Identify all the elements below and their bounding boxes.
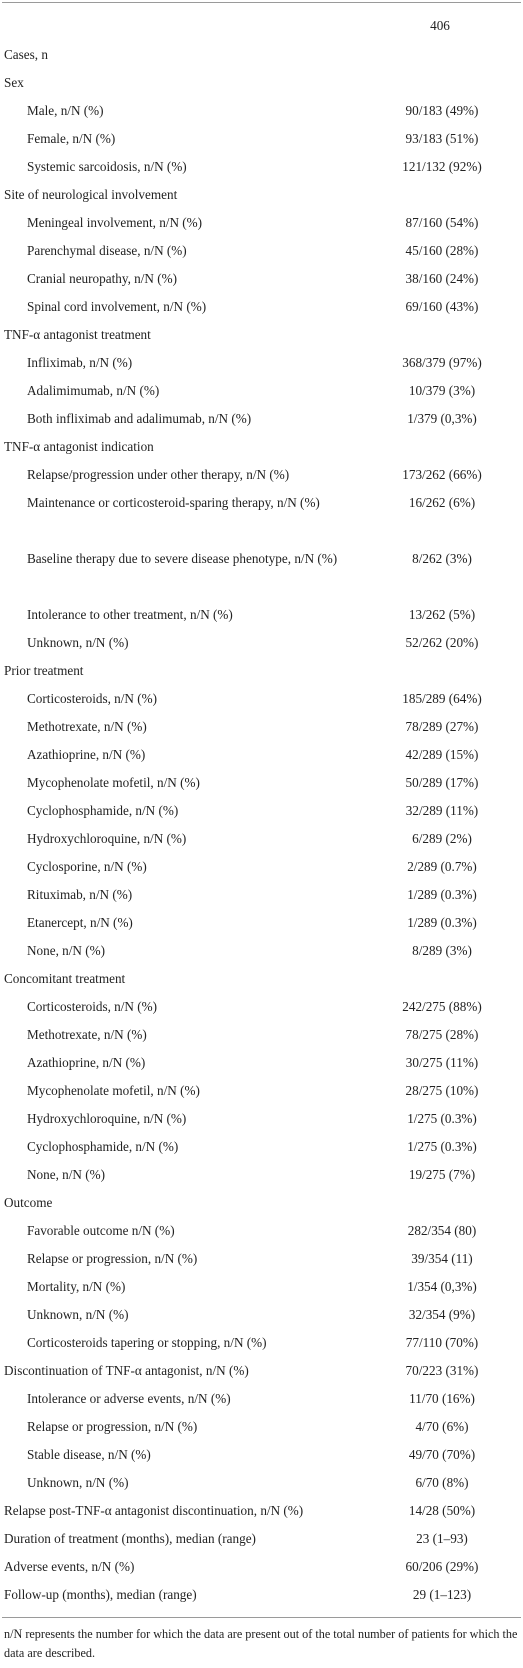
row-value: 1/289 (0.3%) [407, 887, 477, 902]
row-label: Cyclophosphamide, n/N (%) [27, 1139, 179, 1154]
row-label: Intolerance or adverse events, n/N (%) [27, 1391, 231, 1406]
row-value: 49/70 (70%) [408, 1447, 476, 1462]
table-row [2, 293, 521, 321]
row-value: 93/183 (51%) [405, 131, 479, 146]
table-row [2, 1105, 521, 1133]
row-value: 42/289 (15%) [405, 747, 479, 762]
row-value: 23 (1–93) [416, 1531, 468, 1546]
table-row [2, 181, 521, 209]
row-value: 6/70 (8%) [415, 1475, 469, 1490]
row-value: 1/379 (0,3%) [407, 411, 477, 426]
table-row [2, 1245, 521, 1273]
table-row [2, 209, 521, 237]
row-value: 242/275 (88%) [402, 999, 482, 1014]
row-value: 38/160 (24%) [405, 271, 479, 286]
row-value: 2/289 (0.7%) [407, 859, 477, 874]
row-label: Duration of treatment (months), median (range) [4, 1531, 256, 1546]
row-value: 368/379 (97%) [402, 355, 482, 370]
table-row [2, 825, 521, 853]
row-label: Site of neurological involvement [4, 187, 178, 202]
table-row [2, 713, 521, 741]
table-row [2, 1049, 521, 1077]
row-label: Cyclosporine, n/N (%) [27, 859, 147, 874]
row-value: 6/289 (2%) [412, 831, 472, 846]
table-row [2, 629, 521, 657]
row-label: Corticosteroids, n/N (%) [27, 999, 158, 1014]
table-row [2, 1385, 521, 1413]
row-label: Rituximab, n/N (%) [27, 887, 133, 902]
table-row [2, 1217, 521, 1245]
row-value: 77/110 (70%) [405, 1335, 479, 1350]
row-label: Unknown, n/N (%) [27, 1307, 129, 1322]
table-row [2, 433, 521, 461]
table-row [2, 405, 521, 433]
row-value: 8/262 (3%) [412, 551, 472, 566]
row-label: Sex [4, 75, 24, 90]
row-label: Spinal cord involvement, n/N (%) [27, 299, 207, 314]
row-label: Corticosteroids, n/N (%) [27, 691, 158, 706]
table-row [2, 237, 521, 265]
row-label: Relapse post-TNF-α antagonist discontinuation, n/N (%) [4, 1503, 304, 1518]
row-value: 30/275 (11%) [405, 1055, 479, 1070]
table-row [2, 853, 521, 881]
table-row [2, 69, 521, 97]
table-row [2, 657, 521, 685]
row-label: None, n/N (%) [27, 1167, 106, 1182]
table-row [2, 377, 521, 405]
row-label: Etanercept, n/N (%) [27, 915, 133, 930]
row-value: 1/275 (0.3%) [407, 1139, 477, 1154]
row-label: Relapse or progression, n/N (%) [27, 1251, 198, 1266]
table-row [2, 461, 521, 489]
row-value: 19/275 (7%) [408, 1167, 476, 1182]
row-value: 29 (1–123) [412, 1587, 472, 1602]
column-header-value: 406 [430, 18, 450, 33]
row-value: 45/160 (28%) [405, 243, 479, 258]
row-value: 90/183 (49%) [405, 103, 479, 118]
row-value: 8/289 (3%) [412, 943, 472, 958]
row-value: 78/289 (27%) [405, 719, 479, 734]
row-label: Favorable outcome n/N (%) [27, 1223, 175, 1238]
row-value: 32/289 (11%) [405, 803, 479, 818]
row-label: Discontinuation of TNF-α antagonist, n/N (%) [4, 1363, 249, 1378]
table-row [2, 349, 521, 377]
top-rule [2, 2, 521, 3]
table-row [2, 125, 521, 153]
row-label: Maintenance or corticosteroid-sparing therapy, n/N (%) [27, 495, 320, 510]
row-label: Relapse or progression, n/N (%) [27, 1419, 198, 1434]
row-value: 1/289 (0.3%) [407, 915, 477, 930]
table-row [2, 601, 521, 629]
table-row [2, 1161, 521, 1189]
row-label: Both infliximab and adalimumab, n/N (%) [27, 411, 252, 426]
table-row [2, 1189, 521, 1217]
row-label: Azathioprine, n/N (%) [27, 747, 146, 762]
row-label: TNF-α antagonist indication [4, 439, 154, 454]
data-table [2, 41, 521, 1609]
table-row [2, 153, 521, 181]
row-label: Mycophenolate mofetil, n/N (%) [27, 1083, 200, 1098]
table-row [2, 1273, 521, 1301]
table-row [2, 1469, 521, 1497]
table-row [2, 1441, 521, 1469]
table-row [2, 741, 521, 769]
row-label: Mycophenolate mofetil, n/N (%) [27, 775, 200, 790]
row-value: 1/354 (0,3%) [407, 1279, 477, 1294]
row-label: Intolerance to other treatment, n/N (%) [27, 607, 233, 622]
table-row [2, 41, 521, 69]
row-value: 10/379 (3%) [408, 383, 476, 398]
table-row [2, 1329, 521, 1357]
table-row [2, 685, 521, 713]
row-label: TNF-α antagonist treatment [4, 327, 151, 342]
row-value: 11/70 (16%) [409, 1391, 475, 1406]
row-value: 282/354 (80) [407, 1223, 477, 1238]
row-label: Baseline therapy due to severe disease phenotype, n/N (%) [27, 551, 338, 566]
table-row [2, 937, 521, 965]
row-value: 78/275 (28%) [405, 1027, 479, 1042]
table-row [2, 1525, 521, 1553]
row-value: 60/206 (29%) [405, 1559, 479, 1574]
row-label: Unknown, n/N (%) [27, 635, 129, 650]
row-value: 50/289 (17%) [405, 775, 479, 790]
table-row [2, 545, 521, 601]
row-label: Parenchymal disease, n/N (%) [27, 243, 187, 258]
row-label: Adverse events, n/N (%) [4, 1559, 135, 1574]
table-row [2, 1357, 521, 1385]
row-label: Methotrexate, n/N (%) [27, 1027, 147, 1042]
row-label: Adalimimumab, n/N (%) [27, 383, 160, 398]
row-label: None, n/N (%) [27, 943, 106, 958]
bottom-rule [2, 1617, 521, 1618]
table-row [2, 1413, 521, 1441]
row-value: 32/354 (9%) [408, 1307, 476, 1322]
table-row [2, 489, 521, 545]
table-row [2, 881, 521, 909]
row-value: 185/289 (64%) [402, 691, 482, 706]
row-value: 70/223 (31%) [405, 1363, 479, 1378]
table-row [2, 993, 521, 1021]
table-row [2, 909, 521, 937]
row-label: Cranial neuropathy, n/N (%) [27, 271, 178, 286]
row-label: Outcome [4, 1195, 53, 1210]
row-label: Cyclophosphamide, n/N (%) [27, 803, 179, 818]
table-footnote: n/N represents the number for which the data are present out of the total number of patients for which the data are described. [4, 1627, 518, 1660]
row-label: Unknown, n/N (%) [27, 1475, 129, 1490]
row-label: Mortality, n/N (%) [27, 1279, 126, 1294]
table-row [2, 965, 521, 993]
row-value: 87/160 (54%) [405, 215, 479, 230]
row-label: Systemic sarcoidosis, n/N (%) [27, 159, 187, 174]
row-value: 69/160 (43%) [405, 299, 479, 314]
row-value: 14/28 (50%) [408, 1503, 476, 1518]
table-row [2, 1581, 521, 1609]
table-row [2, 797, 521, 825]
row-label: Follow-up (months), median (range) [4, 1587, 197, 1602]
row-label: Male, n/N (%) [27, 103, 104, 118]
row-value: 28/275 (10%) [405, 1083, 479, 1098]
row-value: 1/275 (0.3%) [407, 1111, 477, 1126]
table-row [2, 769, 521, 797]
table-row [2, 1301, 521, 1329]
table-row [2, 1133, 521, 1161]
row-label: Infliximab, n/N (%) [27, 355, 133, 370]
row-label: Stable disease, n/N (%) [27, 1447, 151, 1462]
table-row [2, 265, 521, 293]
row-label: Methotrexate, n/N (%) [27, 719, 147, 734]
table-row [2, 1077, 521, 1105]
table-row [2, 97, 521, 125]
row-value: 173/262 (66%) [402, 467, 482, 482]
row-label: Corticosteroids tapering or stopping, n/N (%) [27, 1335, 267, 1350]
row-label: Female, n/N (%) [27, 131, 116, 146]
table-row [2, 1021, 521, 1049]
table-row [2, 321, 521, 349]
row-label: Prior treatment [4, 663, 84, 678]
row-value: 52/262 (20%) [405, 635, 479, 650]
row-value: 121/132 (92%) [402, 159, 482, 174]
row-label: Relapse/progression under other therapy, n/N (%) [27, 467, 290, 482]
row-label: Concomitant treatment [4, 971, 126, 986]
row-value: 4/70 (6%) [415, 1419, 469, 1434]
row-label: Hydroxychloroquine, n/N (%) [27, 1111, 187, 1126]
row-label: Meningeal involvement, n/N (%) [27, 215, 203, 230]
row-value: 13/262 (5%) [408, 607, 476, 622]
row-value: 39/354 (11) [411, 1251, 473, 1266]
table-row [2, 1553, 521, 1581]
row-label: Hydroxychloroquine, n/N (%) [27, 831, 187, 846]
row-label: Cases, n [4, 47, 48, 62]
row-value: 16/262 (6%) [408, 495, 476, 510]
table-row [2, 1497, 521, 1525]
row-label: Azathioprine, n/N (%) [27, 1055, 146, 1070]
